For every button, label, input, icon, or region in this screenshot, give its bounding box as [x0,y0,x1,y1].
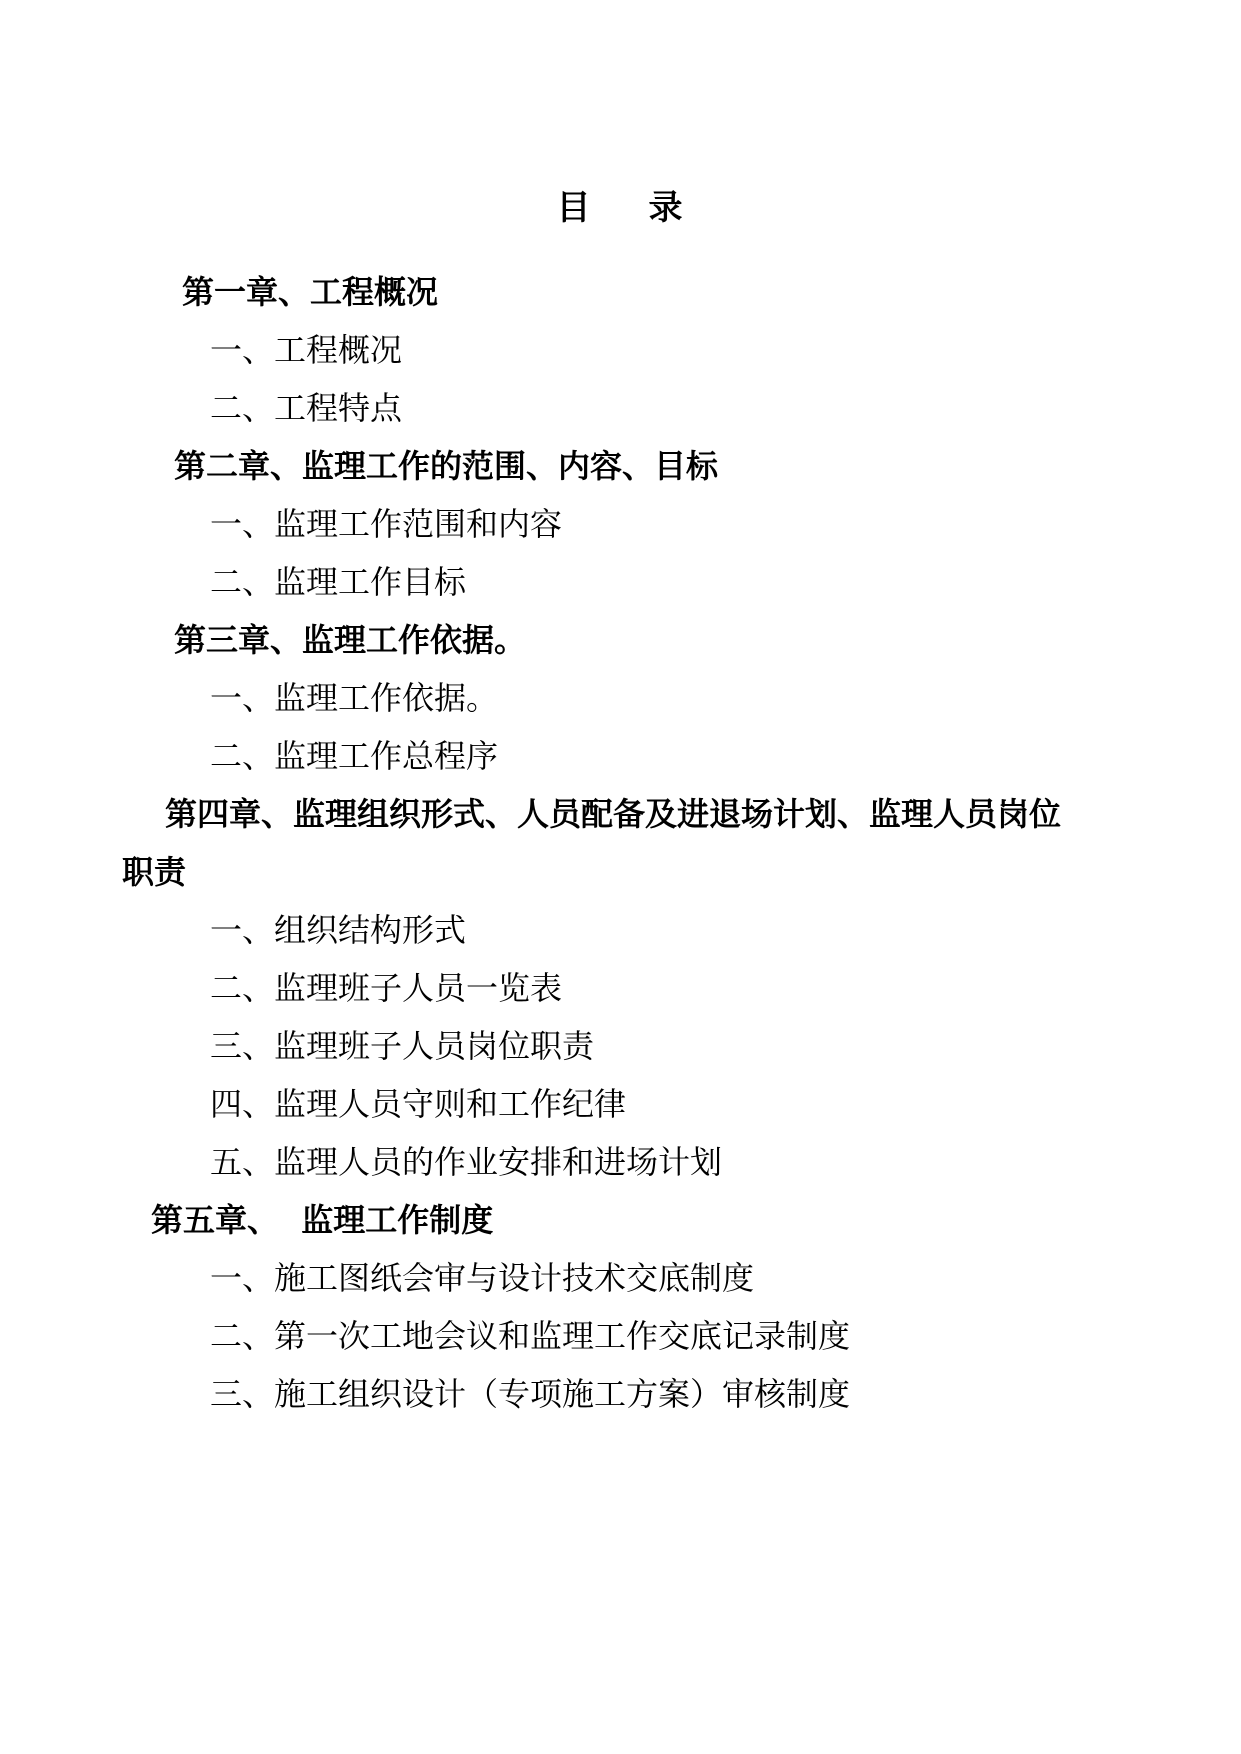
toc-item: 一、监理工作依据。 [210,679,499,717]
toc-item: 二、监理工作总程序 [210,737,499,775]
toc-chapter-4-continued: 职责 [122,853,187,891]
toc-chapter-4: 第四章、监理组织形式、人员配备及进退场计划、监理人员岗位 [165,795,1062,833]
toc-item: 一、工程概况 [210,331,403,369]
toc-item: 二、工程特点 [210,389,403,427]
toc-item: 二、监理班子人员一览表 [210,969,563,1007]
toc-item: 一、监理工作范围和内容 [210,505,563,543]
toc-item: 四、监理人员守则和工作纪律 [210,1085,627,1123]
toc-item: 一、施工图纸会审与设计技术交底制度 [210,1259,755,1297]
toc-item: 二、第一次工地会议和监理工作交底记录制度 [210,1317,851,1355]
toc-title-part2: 录 [648,188,685,228]
toc-chapter-1: 第一章、工程概况 [182,273,439,311]
toc-item: 三、施工组织设计（专项施工方案）审核制度 [210,1375,851,1413]
toc-chapter-5: 第五章、 监理工作制度 [151,1201,494,1239]
toc-item: 一、组织结构形式 [210,911,467,949]
toc-item: 五、监理人员的作业安排和进场计划 [210,1143,723,1181]
toc-chapter-3: 第三章、监理工作依据。 [174,621,527,659]
toc-title-part1: 目 [556,188,593,228]
toc-item: 三、监理班子人员岗位职责 [210,1027,595,1065]
toc-title [0,180,1241,229]
toc-chapter-2: 第二章、监理工作的范围、内容、目标 [174,447,719,485]
toc-item: 二、监理工作目标 [210,563,467,601]
